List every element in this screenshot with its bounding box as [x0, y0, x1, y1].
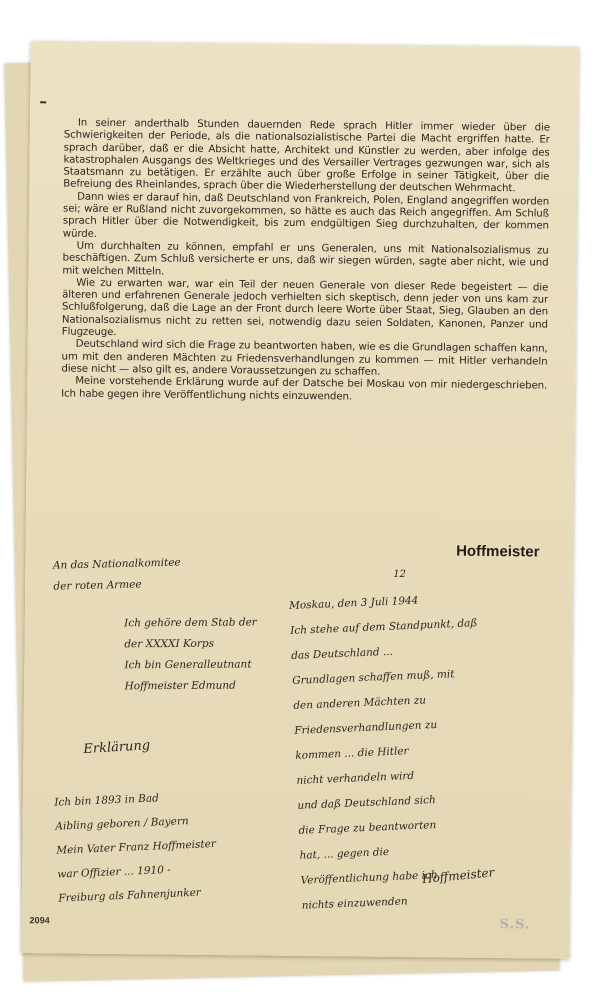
handwritten-line: kommen ... die Hitler — [295, 745, 409, 762]
paragraph: Dann wies er darauf hin, daß Deutschland von Frankreich, Polen, England angegriffen worden sei; wäre er Rußland nicht zuvorgekommen, so hätte es auch das Reich angegriffen. Am Schluß sprach Hitler über die Notwendigkeit, bis zum endgültigen Sieg durchzuhalten, der kommen würde. — [62, 191, 550, 240]
handwritten-line: den anderen Mächten zu — [293, 694, 427, 712]
page-mark: 12 — [393, 568, 407, 581]
handwritten-line: nicht verhandeln wird — [296, 769, 415, 787]
document-page — [21, 41, 579, 959]
handwritten-line: Hoffmeister Edmund — [124, 679, 236, 693]
paragraph: Wie zu erwarten war, war ein Teil der neuen Generale von dieser Rede begeistert — die älteren und erfahrenen Generale jedoch verhielten sich skeptisch, denn jeder von uns kam zur Schlußfolgerung, daß die Lage an der Front durch leere Worte über Staat, Sieg, Glauben an den Nationalsozialismus nicht zu retten sei, notwendig dazu seien Soldaten, Kanonen, Panzer und Flugzeuge. — [61, 277, 549, 339]
typed-statement — [61, 118, 550, 406]
paragraph: Deutschland wird sich die Frage zu beantworten haben, wie es die Grundlagen schaffen kann, um mit den anderen Mächten zu Friedensverhandlungen zu kommen — mit Hitler verhandeln diese nicht — also gilt es, andere Voraussetzungen zu schaffen. — [61, 338, 548, 378]
handwritten-line: Grundlagen schaffen muß, mit — [292, 668, 455, 687]
handwritten-line: und daß Deutschland sich — [297, 794, 437, 812]
handwritten-line: war Offizier ... 1910 - — [57, 863, 172, 881]
handwritten-heading: Erklärung — [83, 738, 151, 758]
handwritten-line: Ich bin Generalleutnant — [124, 658, 252, 672]
page-code: 2094 — [29, 915, 50, 926]
handwritten-line: das Deutschland ... — [290, 645, 394, 662]
handwritten-line: der XXXXI Korps — [124, 637, 215, 651]
handwritten-biography — [54, 784, 218, 911]
handwritten-signature: Hoffmeister — [421, 865, 495, 887]
handwritten-line: Ich stehe auf dem Standpunkt, daß — [289, 617, 478, 637]
handwritten-line: der roten Armee — [53, 578, 142, 593]
handwritten-line: Friedensverhandlungen zu — [294, 718, 438, 737]
handwritten-line: Freiburg als Fahnenjunker — [58, 886, 202, 905]
handwritten-line: Aibling geboren / Bayern — [55, 815, 189, 833]
handwritten-line: nichts einzuwenden — [301, 895, 408, 912]
handwritten-line: Ich bin 1893 in Bad — [54, 792, 160, 809]
handwritten-line: An das Nationalkomitee — [52, 556, 181, 572]
handwritten-line: Moskau, den 3 Juli 1944 — [288, 594, 419, 612]
paragraph: Um durchhalten zu können, empfahl er uns Generalen, uns mit Nationalsozialismus zu beschäftigen. Zum Schluß versicherte er uns, daß wir siegen würden, sagte aber nicht, wie und mit welchen Mitteln. — [62, 240, 549, 278]
margin-mark — [40, 101, 46, 103]
paragraph: In seiner anderthalb Stunden dauernden Rede sprach Hitler immer wieder über die Schwierigkeiten der Periode, als die nationalsozialistische Partei die Macht ergriffen hatte. Er sprach darüber, daß er die Absicht hatte, Architekt und Künstler zu werden, aber infolge des katastrophalen Ausgangs des Weltkrieges und des Versailler Vertrages gezwungen war, sich als Staatsmann zu betätigen. Er erzählte auch über große Erfolge in seiner Tätigkeit, über die Befreiung des Rheinlandes, sprach über die Wiederherstellung der deutschen Wehrmacht. — [63, 117, 550, 195]
handwritten-address — [53, 553, 182, 598]
corner-stamp: S.S. — [499, 917, 531, 933]
handwritten-identity — [124, 612, 257, 697]
paragraph: Meine vorstehende Erklärung wurde auf der Datsche bei Moskau von mir niedergeschrieben. Ich habe gegen ihre Veröffentlichung nichts einzuwenden. — [61, 375, 548, 403]
handwritten-line: Ich gehöre dem Stab der — [124, 616, 257, 630]
handwritten-line: Mein Vater Franz Hoffmeister — [56, 837, 217, 857]
handwritten-line: die Frage zu beantworten — [298, 819, 437, 837]
handwritten-line: Veröffentlichung habe ich — [300, 869, 438, 887]
typed-signature-name: Hoffmeister — [456, 542, 540, 561]
handwritten-line: hat, ... gegen die — [299, 846, 390, 862]
